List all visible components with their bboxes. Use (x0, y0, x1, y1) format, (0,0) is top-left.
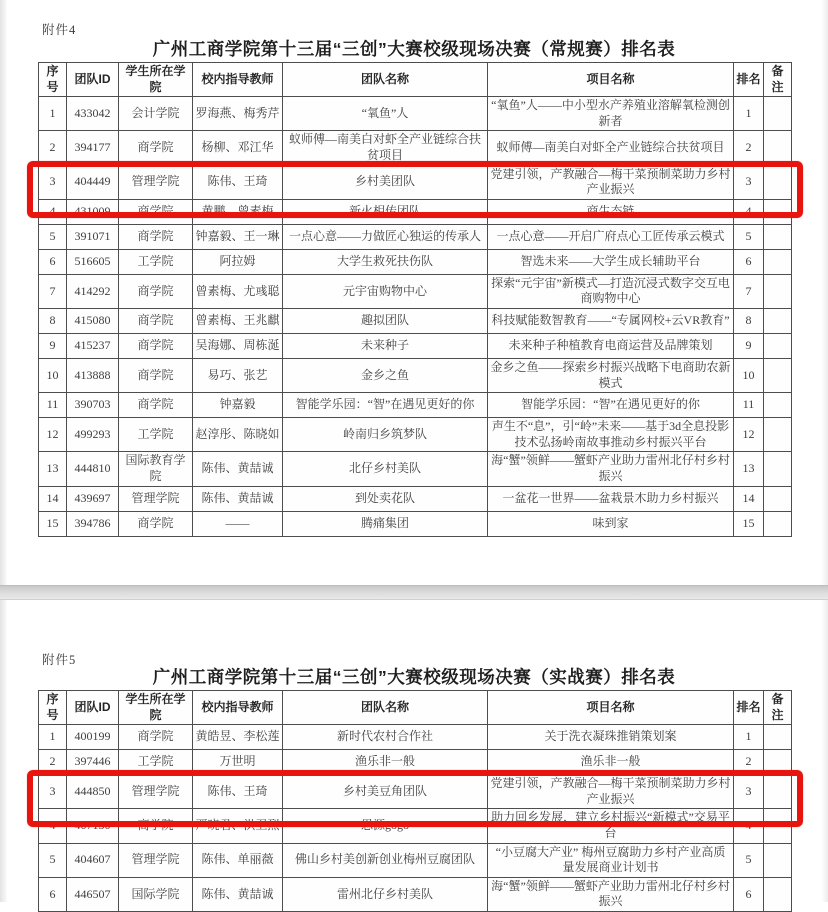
table-cell: 397446 (67, 750, 119, 775)
table-cell: 商学院 (119, 511, 193, 536)
page-edge-shadow-right (822, 0, 828, 902)
table-cell: 工学院 (119, 249, 193, 274)
table-cell: 12 (39, 418, 67, 452)
table-row (39, 165, 792, 199)
table-cell: 444850 (67, 775, 119, 809)
table-cell (764, 358, 792, 392)
table-cell (764, 775, 792, 809)
table-body (39, 725, 792, 912)
table-cell: 8 (39, 308, 67, 333)
table-row (39, 750, 792, 775)
table-cell: 12 (734, 418, 764, 452)
table-cell: “氧鱼”人 (283, 97, 488, 131)
table-cell (764, 452, 792, 486)
table-cell: 党建引领，产教融合—梅干菜预制菜助力乡村产业振兴 (488, 775, 734, 809)
table-cell: 元宇宙购物中心 (283, 274, 488, 308)
table-cell (764, 274, 792, 308)
table-cell: 商学院 (119, 333, 193, 358)
page-separator (0, 585, 828, 600)
attachment-label-4: 附件4 (42, 23, 77, 37)
table-row (39, 358, 792, 392)
column-header: 备注 (764, 691, 792, 725)
table-cell: 6 (39, 877, 67, 911)
table-cell: 3 (39, 165, 67, 199)
table-cell: 5 (734, 843, 764, 877)
table-cell: 曾素梅、尤彧聪 (193, 274, 283, 308)
table-cell: 思源gogo (283, 809, 488, 843)
table-cell: 未来种子 (283, 333, 488, 358)
table-cell (764, 131, 792, 165)
table-cell: 3 (734, 775, 764, 809)
table-cell: 新火相传团队 (283, 199, 488, 224)
table-cell: 394177 (67, 131, 119, 165)
table-cell: 乡村美团队 (283, 165, 488, 199)
table-row (39, 199, 792, 224)
ranking-table-practical (38, 690, 792, 912)
table-cell: 商学院 (119, 308, 193, 333)
table-cell (764, 165, 792, 199)
table-cell: 海“蟹”领鲜——蟹虾产业助力雷州北仔村乡村振兴 (488, 877, 734, 911)
column-header: 团队ID (67, 63, 119, 97)
column-header: 备注 (764, 63, 792, 97)
table-cell (764, 877, 792, 911)
table-cell (764, 750, 792, 775)
table-cell: 海“蟹”领鲜——蟹虾产业助力雷州北仔村乡村振兴 (488, 452, 734, 486)
table-cell (764, 809, 792, 843)
table-row (39, 452, 792, 486)
table-header (39, 691, 792, 725)
table-cell: 391071 (67, 224, 119, 249)
table-cell: 到处卖花队 (283, 486, 488, 511)
table-cell: 415080 (67, 308, 119, 333)
table-row (39, 97, 792, 131)
column-header: 排名 (734, 63, 764, 97)
table-cell: 4 (39, 199, 67, 224)
table-cell: 446507 (67, 877, 119, 911)
column-header: 排名 (734, 691, 764, 725)
table-cell: 431009 (67, 199, 119, 224)
table-cell: 陈伟、单丽薇 (193, 843, 283, 877)
table-cell: 趣拟团队 (283, 308, 488, 333)
table-cell: 4 (734, 809, 764, 843)
table-cell: 390703 (67, 393, 119, 418)
table-body (39, 97, 792, 536)
table-row (39, 725, 792, 750)
table-row (39, 486, 792, 511)
table-cell: 黄皓昱、李松莲 (193, 725, 283, 750)
table-cell: 商学院 (119, 224, 193, 249)
table-cell: 党建引领，产教融合—梅干菜预制菜助力乡村产业振兴 (488, 165, 734, 199)
table-cell: 2 (39, 750, 67, 775)
table-cell: 10 (734, 358, 764, 392)
table-cell: 探索“元宇宙”新模式—打造沉浸式数字交互电商购物中心 (488, 274, 734, 308)
table-cell: 渔乐非一般 (283, 750, 488, 775)
table-cell: 499293 (67, 418, 119, 452)
table-cell: 商学院 (119, 274, 193, 308)
table-cell: 5 (39, 224, 67, 249)
table-row (39, 224, 792, 249)
table-cell: 管理学院 (119, 165, 193, 199)
column-header: 学生所在学院 (119, 63, 193, 97)
table-row (39, 511, 792, 536)
table-cell: 413888 (67, 358, 119, 392)
table-cell: 阿拉姆 (193, 249, 283, 274)
table-cell: 万世明 (193, 750, 283, 775)
table-cell: 工学院 (119, 750, 193, 775)
table-cell: 曾素梅、王兆麒 (193, 308, 283, 333)
table-cell: 渔乐非一般 (488, 750, 734, 775)
table-cell: 赵淳彤、陈晓如 (193, 418, 283, 452)
table-cell: 易巧、张艺 (193, 358, 283, 392)
table-cell: 8 (734, 308, 764, 333)
table-cell: 陈伟、黄喆诚 (193, 486, 283, 511)
table-cell: 管理学院 (119, 843, 193, 877)
table-cell: 助力回乡发展，建立乡村振兴“新模式”交易平台 (488, 809, 734, 843)
table-cell: 国际教育学院 (119, 452, 193, 486)
table-cell: 14 (39, 486, 67, 511)
table-cell: 5 (734, 224, 764, 249)
table-cell: 1 (39, 725, 67, 750)
table-cell: 会计学院 (119, 97, 193, 131)
table-cell: 管理学院 (119, 775, 193, 809)
header-row (39, 63, 792, 97)
table-row (39, 877, 792, 911)
table-cell: 404449 (67, 165, 119, 199)
table-cell: 智能学乐园：“智”在遇见更好的你 (283, 393, 488, 418)
table-row (39, 274, 792, 308)
table-cell: 14 (734, 486, 764, 511)
table-row (39, 775, 792, 809)
table-cell: 404607 (67, 843, 119, 877)
table-cell: 严晓君、洪卫烈 (193, 809, 283, 843)
table-cell: 11 (39, 393, 67, 418)
table-cell: 2 (734, 750, 764, 775)
column-header: 项目名称 (488, 63, 734, 97)
table-cell: 味到家 (488, 511, 734, 536)
column-header: 序号 (39, 691, 67, 725)
table-cell: 管理学院 (119, 486, 193, 511)
table-cell: 腾痛集团 (283, 511, 488, 536)
page-title-practical: 广州工商学院第十三届“三创”大赛校级现场决赛（实战赛）排名表 (152, 667, 676, 687)
column-header: 序号 (39, 63, 67, 97)
table-cell: 13 (734, 452, 764, 486)
column-header: 团队名称 (283, 691, 488, 725)
table-cell: 罗海燕、梅秀芹 (193, 97, 283, 131)
table-cell (764, 486, 792, 511)
table-cell: 吴海娜、周栋涎 (193, 333, 283, 358)
ranking-table-regular (38, 62, 792, 537)
table-cell (764, 511, 792, 536)
table-cell: 3 (39, 775, 67, 809)
table-cell: 智选未来——大学生成长辅助平台 (488, 249, 734, 274)
column-header: 校内指导教师 (193, 63, 283, 97)
table-cell: 516605 (67, 249, 119, 274)
table-cell (764, 199, 792, 224)
table-cell: “小豆腐大产业” 梅州豆腐助力乡村产业高质量发展商业计划书 (488, 843, 734, 877)
table-cell (764, 725, 792, 750)
table-cell (764, 393, 792, 418)
table-cell: 2 (734, 131, 764, 165)
table-cell: 439697 (67, 486, 119, 511)
table-row (39, 249, 792, 274)
page-title-regular: 广州工商学院第十三届“三创”大赛校级现场决赛（常规赛）排名表 (152, 39, 676, 59)
table-cell: 杨柳、邓江华 (193, 131, 283, 165)
table-cell: 声生不“息”，引“岭”未来——基于3d全息投影技术弘扬岭南故事推动乡村振兴平台 (488, 418, 734, 452)
page-edge-shadow-left (0, 0, 7, 902)
table-cell: 蚁师傅—南美白对虾全产业链综合扶贫项目 (488, 131, 734, 165)
table-header (39, 63, 792, 97)
table-cell: 岭南归乡筑梦队 (283, 418, 488, 452)
table-cell: 7 (39, 274, 67, 308)
table-cell: 商学院 (119, 393, 193, 418)
table-cell: 智能学乐园：“智”在遇见更好的你 (488, 393, 734, 418)
table-cell: 11 (734, 393, 764, 418)
table-cell: 2 (39, 131, 67, 165)
column-header: 校内指导教师 (193, 691, 283, 725)
table-cell: 15 (734, 511, 764, 536)
table-cell: 15 (39, 511, 67, 536)
attachment-label-5: 附件5 (42, 653, 77, 667)
table-row (39, 308, 792, 333)
table-cell: —— (193, 511, 283, 536)
table-cell: 3 (734, 165, 764, 199)
table-cell: 金乡之鱼 (283, 358, 488, 392)
table-cell: 陈伟、王琦 (193, 165, 283, 199)
table-cell: 黄鹏、曾素梅 (193, 199, 283, 224)
table-cell: 商学院 (119, 809, 193, 843)
table-row (39, 418, 792, 452)
column-header: 项目名称 (488, 691, 734, 725)
table-cell (764, 843, 792, 877)
table-cell: 北仔乡村美队 (283, 452, 488, 486)
table-cell: 1 (734, 97, 764, 131)
table-cell: 陈伟、黄喆诚 (193, 877, 283, 911)
table-cell (764, 333, 792, 358)
table-cell: 414292 (67, 274, 119, 308)
table-cell: 蚁师傅—南美白对虾全产业链综合扶贫项目 (283, 131, 488, 165)
table-cell: 陈伟、黄喆诚 (193, 452, 283, 486)
table-cell: “氧鱼”人——中小型水产养殖业溶解氧检测创新者 (488, 97, 734, 131)
table-cell: 407150 (67, 809, 119, 843)
table-row (39, 333, 792, 358)
table-cell: 金乡之鱼——探索乡村振兴战略下电商助农新模式 (488, 358, 734, 392)
table-cell (764, 97, 792, 131)
table-cell: 4 (39, 809, 67, 843)
table-cell: 9 (734, 333, 764, 358)
table-cell: 新时代农村合作社 (283, 725, 488, 750)
table-cell (764, 224, 792, 249)
table-cell: 商学院 (119, 725, 193, 750)
table-row (39, 809, 792, 843)
table-cell: 6 (39, 249, 67, 274)
table-cell: 佛山乡村美创新创业梅州豆腐团队 (283, 843, 488, 877)
table-cell: 一点心意——力做匠心独运的传承人 (283, 224, 488, 249)
table-cell: 400199 (67, 725, 119, 750)
table-cell: 陈伟、王琦 (193, 775, 283, 809)
table-cell: 444810 (67, 452, 119, 486)
table-cell: 关于洗衣凝珠推销策划案 (488, 725, 734, 750)
table-cell: 国际学院 (119, 877, 193, 911)
header-row (39, 691, 792, 725)
table-cell: 10 (39, 358, 67, 392)
table-cell: 6 (734, 877, 764, 911)
table-cell: 一点心意——开启广府点心工匠传承云模式 (488, 224, 734, 249)
table-cell (764, 308, 792, 333)
table-row (39, 131, 792, 165)
table-cell: 商学院 (119, 131, 193, 165)
table-cell: 7 (734, 274, 764, 308)
column-header: 团队ID (67, 691, 119, 725)
table-cell (764, 418, 792, 452)
table-cell: 415237 (67, 333, 119, 358)
table-cell: 1 (734, 725, 764, 750)
table-cell: 5 (39, 843, 67, 877)
table-cell: 雷州北仔乡村美队 (283, 877, 488, 911)
table-row (39, 843, 792, 877)
table-cell: 大学生救死扶伤队 (283, 249, 488, 274)
column-header: 学生所在学院 (119, 691, 193, 725)
table-cell: 乡村美豆角团队 (283, 775, 488, 809)
table-cell: 未来种子种植教育电商运营及品牌策划 (488, 333, 734, 358)
table-row (39, 393, 792, 418)
table-cell: 4 (734, 199, 764, 224)
column-header: 团队名称 (283, 63, 488, 97)
table-cell: 商生态链 (488, 199, 734, 224)
table-cell: 钟嘉毅、王一琳 (193, 224, 283, 249)
table-cell: 433042 (67, 97, 119, 131)
table-cell: 科技赋能数智教育——“专属网校+云VR教育” (488, 308, 734, 333)
table-cell: 6 (734, 249, 764, 274)
table-cell: 13 (39, 452, 67, 486)
table-cell: 商学院 (119, 199, 193, 224)
table-cell: 1 (39, 97, 67, 131)
table-cell: 394786 (67, 511, 119, 536)
table-cell: 商学院 (119, 358, 193, 392)
table-cell: 工学院 (119, 418, 193, 452)
table-cell: 9 (39, 333, 67, 358)
table-cell (764, 249, 792, 274)
table-cell: 钟嘉毅 (193, 393, 283, 418)
table-cell: 一盆花一世界——盆栽景木助力乡村振兴 (488, 486, 734, 511)
